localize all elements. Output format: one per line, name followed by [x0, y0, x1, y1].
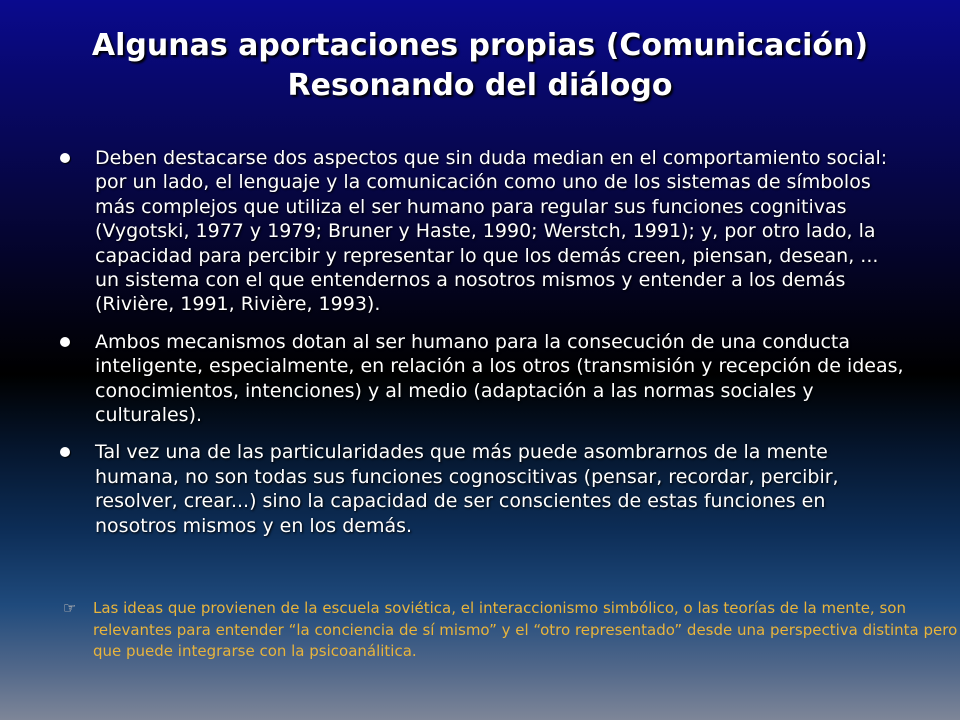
bullet-dot-icon	[60, 447, 70, 457]
hand-pointing-icon: ☞	[63, 599, 77, 617]
bullet-item	[58, 146, 908, 317]
bullet-text: Tal vez una de las particularidades que más puede asombrarnos de la mente humana, no son todas sus funciones cognoscitivas (pensar, recordar, percibir, resolver, crear...) sino la capacidad de ser conscientes de estas funciones en nosotros mismos y en los demás.	[95, 441, 839, 537]
bullet-list	[58, 146, 908, 551]
slide-title	[0, 26, 960, 106]
title-line-1: Algunas aportaciones propias (Comunicación)	[91, 28, 869, 63]
bullet-item	[58, 440, 908, 538]
note-paragraph	[63, 598, 960, 663]
bullet-dot-icon	[60, 153, 70, 163]
note-text: Las ideas que provienen de la escuela soviética, el interaccionismo simbólico, o las teorías de la mente, son relevantes para entender “la conciencia de sí mismo” y el “otro representado” desde una perspectiva distinta pero que puede integrarse con la psicoanálitica.	[93, 599, 958, 660]
bullet-text: Ambos mecanismos dotan al ser humano para la consecución de una conducta inteligente, especialmente, en relación a los otros (transmisión y recepción de ideas, conocimientos, intenciones) y al medio (adaptación a las normas sociales y culturales).	[95, 330, 904, 427]
bullet-text: Deben destacarse dos aspectos que sin duda median en el comportamiento social: por un lado, el lenguaje y la comunicación como uno de los sistemas de símbolos más complejos que utiliza el ser humano para regular sus funciones cognitivas (Vygotski, 1977 y 1979; Bruner y Haste, 1990; Werstch, 1991); y, por otro lado, la capacidad para percibir y representar lo que los demás creen, piensan, desean, ... un sistema con el que entendernos a nosotros mismos y entender a los demás (Rivière, 1991, Rivière, 1993).	[95, 147, 888, 316]
bullet-item	[58, 330, 908, 428]
title-line-2: Resonando del diálogo	[287, 68, 673, 103]
bullet-dot-icon	[60, 337, 70, 347]
